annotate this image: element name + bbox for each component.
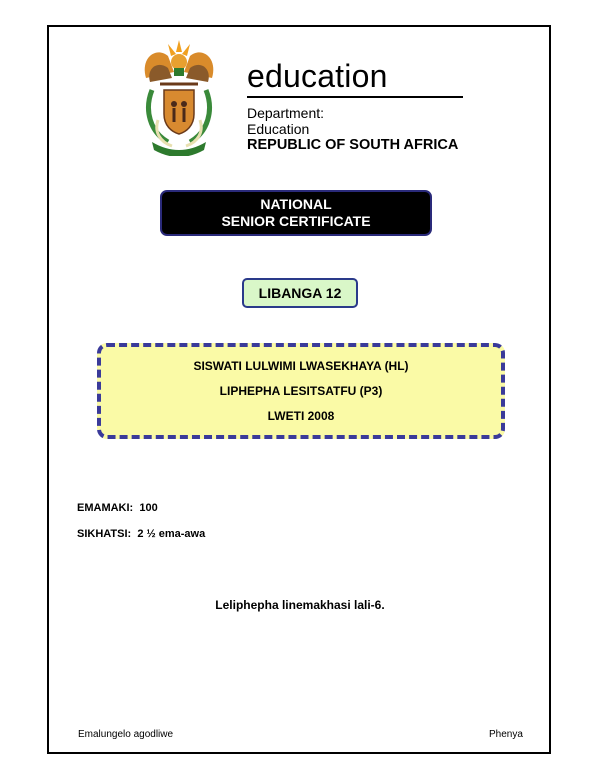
subject-panel [97,343,505,439]
copyright-note: Emalungelo agodliwe [78,729,174,740]
time-label: SIKHATSI: [77,528,132,540]
exam-session: LWETI 2008 [267,408,335,423]
country-line: REPUBLIC OF SOUTH AFRICA [247,137,459,153]
pages-note: Leliphepha linemakhasi lali-6. [215,598,385,612]
grade-badge: LIBANGA 12 [242,278,358,308]
department-branding [247,58,463,153]
marks-label: EMAMAKI: [77,502,134,514]
certificate-line-2: SENIOR CERTIFICATE [221,213,371,229]
marks-value: 100 [139,502,158,514]
paper-number: LIPHEPHA LESITSATFU (P3) [219,383,383,398]
subject-title: SISWATI LULWIMI LWASEKHAYA (HL) [193,358,409,373]
coat-of-arms-icon [138,38,220,156]
marks-line [77,502,158,514]
education-line: Education [247,121,310,137]
time-value: 2 ½ ema-awa [137,528,206,540]
brand-rule [247,96,463,98]
certificate-banner [160,190,432,236]
brand-word: education [247,58,388,94]
certificate-line-1: NATIONAL [260,196,332,212]
turn-over-note: Phenya [489,729,523,740]
time-line [77,528,205,540]
department-line: Department: [247,105,325,121]
